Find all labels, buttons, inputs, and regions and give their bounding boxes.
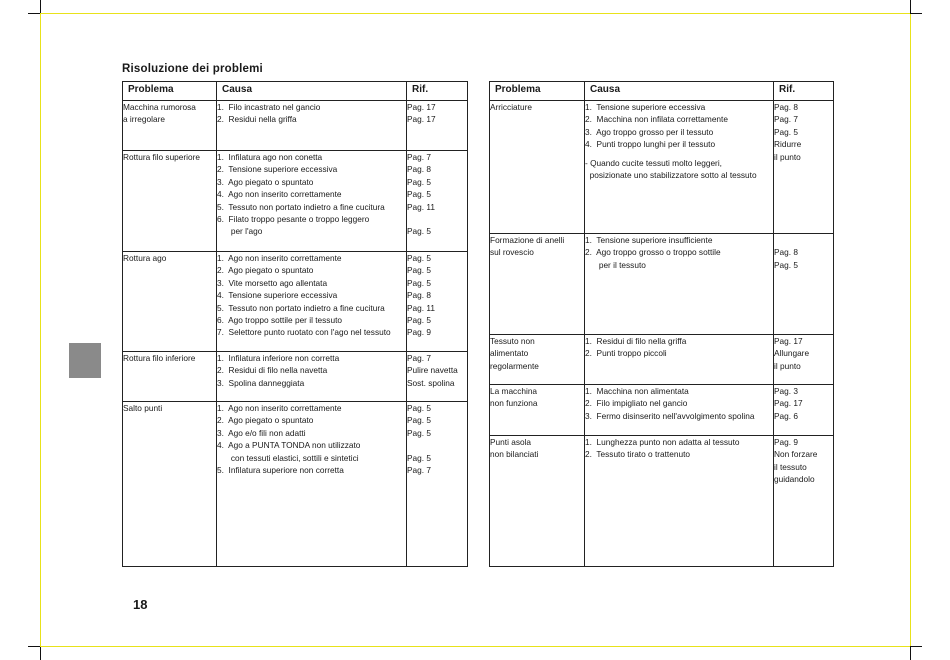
reference-text: Pag. 5 (407, 427, 431, 438)
reference-text (407, 439, 467, 451)
bleed-line-top (40, 13, 910, 14)
reference-text: Pag. 9 (407, 327, 431, 338)
problem-text: non funziona (490, 398, 538, 409)
reference-cell (774, 335, 834, 385)
cause-text: 4. Tensione superiore eccessiva (217, 290, 338, 301)
problem-text: La macchina (490, 386, 538, 396)
cause-text: 5. Tessuto non portato indietro a fine cucitura (217, 201, 385, 212)
section-tab (69, 343, 101, 378)
cause-text: 3. Ago e/o fili non adatti (217, 427, 306, 438)
cause-text: 4. Ago non inserito correttamente (217, 189, 342, 200)
reference-text: Pag. 9 (774, 437, 798, 447)
header-problema: Problema (490, 82, 585, 101)
cause-cell (217, 352, 407, 402)
cause-cell (585, 234, 774, 335)
reference-text: Pag. 5 (407, 176, 431, 187)
cause-cell (217, 151, 407, 252)
problem-text: Rottura filo inferiore (123, 353, 196, 363)
crop-mark (40, 0, 41, 13)
cause-cell (585, 436, 774, 567)
page-number: 18 (133, 597, 148, 612)
reference-cell (407, 402, 468, 567)
problem-text: regolarmente (490, 360, 539, 371)
troubleshooting-table-right (489, 81, 834, 567)
problem-text: a irregolare (123, 114, 165, 125)
problem-cell (490, 436, 585, 567)
reference-cell (774, 436, 834, 567)
header-rif: Rif. (774, 82, 834, 101)
cause-cell (585, 101, 774, 234)
cause-text: 2. Ago troppo grosso o troppo sottile (585, 247, 721, 258)
table-row (490, 385, 834, 436)
cause-text: 2. Punti troppo piccoli (585, 348, 667, 359)
reference-text: Pag. 5 (774, 126, 798, 137)
reference-text: Pag. 5 (407, 315, 431, 326)
reference-text: Ridurre (774, 139, 802, 150)
reference-text: Pag. 5 (774, 259, 798, 270)
cause-text: 1. Ago non inserito correttamente (217, 403, 342, 413)
reference-cell (407, 151, 468, 252)
reference-text: Pag. 5 (407, 452, 431, 463)
table-row (123, 252, 468, 352)
reference-text: Pag. 7 (407, 152, 431, 162)
table-header-row (490, 82, 834, 101)
reference-text: Pag. 5 (407, 265, 431, 276)
cause-cell (585, 335, 774, 385)
note-text: - Quando cucite tessuti molto leggeri, (585, 157, 722, 168)
cause-text: 4. Punti troppo lunghi per il tessuto (585, 139, 716, 150)
cause-text: 2. Ago piegato o spuntato (217, 265, 314, 276)
reference-text: Pag. 7 (407, 353, 431, 363)
reference-cell (774, 385, 834, 436)
problem-cell (490, 234, 585, 335)
cause-text: 1. Tensione superiore eccessiva (585, 102, 706, 112)
cause-text: 3. Spolina danneggiata (217, 377, 305, 388)
reference-cell (774, 234, 834, 335)
crop-mark (28, 13, 40, 14)
problem-text: Punti asola (490, 437, 532, 447)
cause-text: 2. Filo impigliato nel gancio (585, 398, 688, 409)
reference-text: Pag. 5 (407, 226, 431, 237)
problem-cell (490, 385, 585, 436)
table-row (123, 151, 468, 252)
reference-text: Pag. 11 (407, 302, 435, 313)
bleed-line-bottom (40, 646, 910, 647)
cause-text: 1. Tensione superiore insufficiente (585, 235, 713, 245)
reference-text: Pag. 5 (407, 403, 431, 413)
cause-text: 3. Fermo disinserito nell'avvolgimento spolina (585, 410, 755, 421)
problem-cell (123, 252, 217, 352)
cause-text: 1. Filo incastrato nel gancio (217, 102, 321, 112)
problem-cell (490, 101, 585, 234)
crop-mark (910, 13, 922, 14)
reference-text: Allungare (774, 348, 810, 359)
reference-text: il punto (774, 151, 801, 162)
reference-text: Pag. 7 (774, 114, 798, 125)
reference-text: il tessuto (774, 461, 807, 472)
problem-text: alimentato (490, 348, 529, 359)
cause-text: 6. Filato troppo pesante o troppo leggero (217, 214, 370, 225)
crop-mark (40, 647, 41, 660)
table-row (123, 101, 468, 151)
table-row (490, 335, 834, 385)
cause-cell (217, 402, 407, 567)
problem-cell (123, 352, 217, 402)
reference-text: Pag. 6 (774, 410, 798, 421)
cause-text: 7. Selettore punto ruotato con l'ago nel tessuto (217, 327, 391, 338)
problem-text: sul rovescio (490, 247, 534, 258)
cause-text: 1. Residui di filo nella griffa (585, 336, 687, 346)
reference-cell (774, 101, 834, 234)
cause-text: per il tessuto (585, 259, 646, 270)
crop-mark (910, 647, 911, 660)
reference-text: guidandolo (774, 474, 815, 485)
reference-cell (407, 352, 468, 402)
troubleshooting-table-left (122, 81, 468, 567)
reference-text: Pag. 3 (774, 386, 798, 396)
reference-text: Pag. 17 (407, 114, 436, 125)
table-row (490, 436, 834, 567)
cause-text: 2. Ago piegato o spuntato (217, 415, 314, 426)
cause-text: 3. Ago piegato o spuntato (217, 176, 314, 187)
problem-text: Macchina rumorosa (123, 102, 196, 112)
cause-text: per l'ago (217, 226, 263, 237)
reference-text: Sost. spolina (407, 377, 455, 388)
cause-text: 2. Residui di filo nella navetta (217, 365, 328, 376)
cause-text: 5. Tessuto non portato indietro a fine cucitura (217, 302, 385, 313)
cause-text: 2. Tensione superiore eccessiva (217, 164, 338, 175)
reference-text: Pag. 8 (774, 102, 798, 112)
cause-cell (217, 252, 407, 352)
cause-text: 5. Infilatura superiore non corretta (217, 465, 344, 476)
crop-mark (28, 646, 40, 647)
header-causa: Causa (585, 82, 774, 101)
cause-text: 3. Ago troppo grosso per il tessuto (585, 126, 714, 137)
problem-text: Salto punti (123, 403, 163, 413)
problem-text: non bilanciati (490, 449, 539, 460)
reference-text: Pag. 17 (774, 398, 803, 409)
reference-text: Non forzare (774, 449, 818, 460)
bleed-line-right (910, 13, 911, 647)
reference-text: Pag. 11 (407, 201, 435, 212)
crop-mark (910, 0, 911, 13)
cause-cell (585, 385, 774, 436)
table-row (490, 234, 834, 335)
table-row (123, 352, 468, 402)
page-title: Risoluzione dei problemi (122, 63, 263, 75)
problem-cell (123, 151, 217, 252)
reference-text: Pag. 17 (407, 102, 436, 112)
crop-mark (910, 646, 922, 647)
reference-cell (407, 252, 468, 352)
reference-text: Pag. 5 (407, 189, 431, 200)
note-text: posizionate uno stabilizzatore sotto al tessuto (585, 170, 757, 181)
cause-text: 2. Tessuto tirato o trattenuto (585, 449, 691, 460)
reference-text (407, 213, 467, 225)
cause-text: 1. Ago non inserito correttamente (217, 253, 342, 263)
cause-text: 6. Ago troppo sottile per il tessuto (217, 315, 342, 326)
problem-text: Rottura ago (123, 253, 167, 263)
cause-text: 1. Infilatura ago non conetta (217, 152, 323, 162)
table-row (490, 101, 834, 234)
bleed-line-left (40, 13, 41, 647)
cause-text: 2. Macchina non infilata correttamente (585, 114, 728, 125)
reference-text: Pag. 17 (774, 336, 803, 346)
reference-cell (407, 101, 468, 151)
cause-text: 1. Lunghezza punto non adatta al tessuto (585, 437, 740, 447)
cause-text: 1. Macchina non alimentata (585, 386, 689, 396)
reference-text: Pag. 5 (407, 415, 431, 426)
header-rif: Rif. (407, 82, 468, 101)
problem-cell (123, 402, 217, 567)
table-header-row (123, 82, 468, 101)
problem-cell (490, 335, 585, 385)
cause-text: 2. Residui nella griffa (217, 114, 297, 125)
problem-text: Rottura filo superiore (123, 152, 201, 162)
cause-cell (217, 101, 407, 151)
reference-text: Pulire navetta (407, 365, 458, 376)
header-problema: Problema (123, 82, 217, 101)
table-row (123, 402, 468, 567)
reference-text: Pag. 5 (407, 253, 431, 263)
cause-text: 1. Infilatura inferiore non corretta (217, 353, 340, 363)
reference-text: il punto (774, 360, 801, 371)
reference-text: Pag. 8 (407, 290, 431, 301)
reference-text (774, 234, 833, 246)
problem-cell (123, 101, 217, 151)
cause-text: 3. Vite morsetto ago allentata (217, 277, 328, 288)
cause-text: con tessuti elastici, sottili e sintetici (217, 452, 359, 463)
reference-text: Pag. 8 (774, 247, 798, 258)
problem-text: Tessuto non (490, 336, 535, 346)
reference-text: Pag. 8 (407, 164, 431, 175)
problem-text: Formazione di anelli (490, 235, 565, 245)
reference-text: Pag. 5 (407, 277, 431, 288)
header-causa: Causa (217, 82, 407, 101)
cause-text: 4. Ago a PUNTA TONDA non utilizzato (217, 440, 361, 451)
reference-text: Pag. 7 (407, 465, 431, 476)
problem-text: Arricciature (490, 102, 532, 112)
